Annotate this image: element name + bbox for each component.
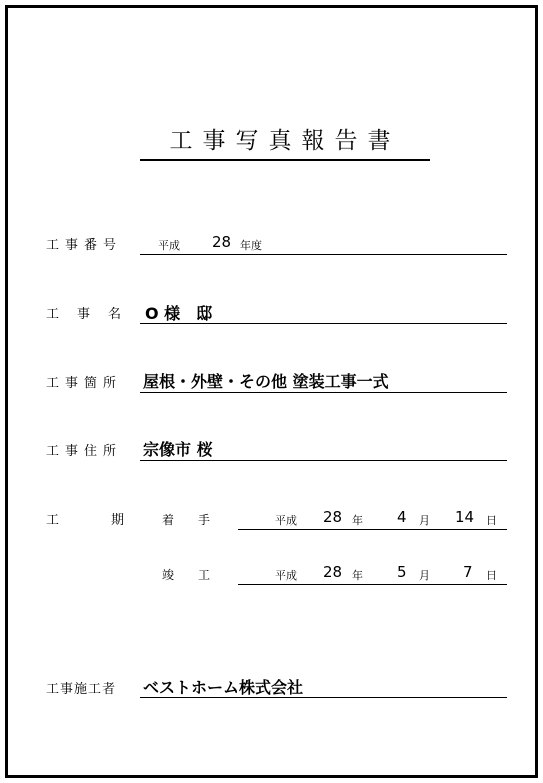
construction-name-value: O 様 邸 <box>145 304 213 323</box>
period-end-label: 竣工 <box>162 568 235 582</box>
construction-number-era: 平成 <box>158 239 180 252</box>
period-end-month: 5 <box>397 563 407 581</box>
construction-location-label: 工事箇所 <box>46 376 123 391</box>
construction-name-label: 工事名 <box>46 307 140 322</box>
period-end-year: 28 <box>323 563 343 581</box>
contractor-label: 工事施工者 <box>46 682 117 697</box>
contractor-underline <box>140 697 507 698</box>
construction-number-year-unit: 年度 <box>240 239 262 252</box>
construction-name-underline <box>140 323 507 324</box>
period-end-month-unit: 月 <box>419 569 430 582</box>
construction-number-underline <box>140 254 507 255</box>
period-end-day-unit: 日 <box>486 569 497 582</box>
construction-address-value: 宗像市 桜 <box>143 440 213 459</box>
period-start-year: 28 <box>323 508 343 526</box>
contractor-value: ベストホーム株式会社 <box>143 678 304 697</box>
period-start-month-unit: 月 <box>419 514 430 527</box>
document-title: 工事写真報告書 <box>140 122 430 161</box>
period-start-year-unit: 年 <box>352 514 363 527</box>
construction-number-label: 工事番号 <box>46 238 123 253</box>
period-end-year-unit: 年 <box>352 569 363 582</box>
period-end-underline <box>238 584 507 585</box>
construction-location-underline <box>140 392 507 393</box>
period-end-day: 7 <box>463 563 473 581</box>
construction-period-label: 工期 <box>46 513 177 528</box>
period-end-era: 平成 <box>275 569 297 582</box>
period-start-month: 4 <box>397 508 407 526</box>
period-start-era: 平成 <box>275 514 297 527</box>
construction-location-value: 屋根・外壁・その他 塗装工事一式 <box>143 372 389 391</box>
construction-address-label: 工事住所 <box>46 444 123 459</box>
construction-number-year: 28 <box>212 233 232 251</box>
period-start-label: 着手 <box>162 513 235 527</box>
construction-address-underline <box>140 460 507 461</box>
period-start-day-unit: 日 <box>486 514 497 527</box>
period-start-day: 14 <box>455 508 475 526</box>
period-start-underline <box>238 529 507 530</box>
